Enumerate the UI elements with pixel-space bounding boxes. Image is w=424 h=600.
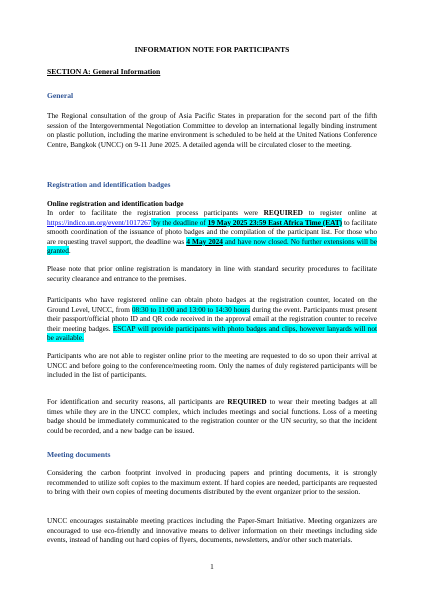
registration-paragraph-4: Participants who are not able to register online prior to the meeting are requested to do so upon their arrival at UNCC and before going to the conference/meeting room. Only the names of duly registered participants will be included in the list of participants. (47, 351, 377, 379)
meeting-documents-heading: Meeting documents (47, 450, 111, 459)
registration-subheading-text: Online registration and identification badge (47, 199, 184, 208)
travel-deadline-highlight: 4 May 2024 (186, 236, 223, 246)
page-number: 1 (210, 562, 214, 571)
registration-link[interactable]: https://indico.un.org/event/1017267 (47, 217, 152, 227)
hours-highlight: 08:30 to 11:00 and 13:00 to 14:30 hours (131, 304, 250, 314)
text-span: to register online at (302, 208, 377, 217)
document-title: INFORMATION NOTE FOR PARTICIPANTS (134, 45, 290, 54)
registration-paragraph-1 (47, 208, 377, 256)
meeting-documents-paragraph-1: Considering the carbon footprint involved in producing papers and printing documents, it is strongly recommended to utilize soft copies to the maximum extent. If hard copies are needed, participants are requested to bring with their own copies of meeting documents distributed by the event organizer prior to the session. (47, 468, 377, 496)
registration-heading: Registration and identification badges (47, 180, 171, 189)
required-bold: REQUIRED (227, 397, 267, 406)
text-span: In order to facilitate the registration process participants were (47, 208, 264, 217)
deadline-highlight: 19 May 2025 23:59 East Africa Time (EAT) (207, 217, 343, 227)
badge-highlight: ESCAP will provide participants with photo badges and clips, however lanyards will not be available. (47, 323, 377, 342)
text-span: Participants who have registered online can obtain photo badges at the registration counter, located on the Ground Level, UNCC, from (47, 295, 377, 314)
general-paragraph: The Regional consultation of the group of Asia Pacific States in preparation for the second part of the fifth session of the Intergovernmental Negotiation Committee to develop an international legally binding instrument on plastic pollution, including the marine environment is scheduled to be held at the United Nations Conference Centre, Bangkok (UNCC) on 9-11 June 2025. A detailed agenda will be circulated closer to the meeting. (47, 111, 377, 149)
text-span: For identification and security reasons, all participants are (47, 397, 228, 406)
registration-paragraph-5 (47, 397, 377, 435)
section-a-heading: SECTION A: General Information (47, 67, 161, 76)
registration-paragraph-2: Please note that prior online registration is mandatory in line with standard security procedures to facilitate security clearance and entrance to the premises. (47, 264, 377, 283)
text-span: during the event. Participants must present their passport/official photo ID and QR code received in the approval email at the registration counter to receive their meeting badges. (47, 304, 377, 333)
highlight-span: by the deadline of (151, 217, 208, 227)
registration-paragraph-3 (47, 295, 377, 343)
text-span: . (68, 246, 71, 255)
text-span: to wear their meeting badges at all times while they are in the UNCC complex, which includes meetings and social functions. Loss of a meeting badge should be immediately communicated to the registration counter or the UN security, so that the incident could be recorded, and a new badge can be issued. (47, 397, 377, 435)
highlight-span: and have now closed. No further extensions will be granted (47, 236, 377, 255)
required-bold: REQUIRED (263, 208, 303, 217)
text-span: to facilitate smooth coordination of the issuance of photo badges and the compilation of the participant list. For those who are requesting travel support, the deadline was (47, 217, 377, 246)
general-heading: General (47, 91, 74, 100)
meeting-documents-paragraph-2: UNCC encourages sustainable meeting practices including the Paper-Smart Initiative. Meeting organizers are encouraged to use eco-friendly and innovative means to deliver information on their meetings including side events, instead of handing out hard copies of flyers, documents, newsletters, and/or other such materials. (47, 516, 377, 544)
